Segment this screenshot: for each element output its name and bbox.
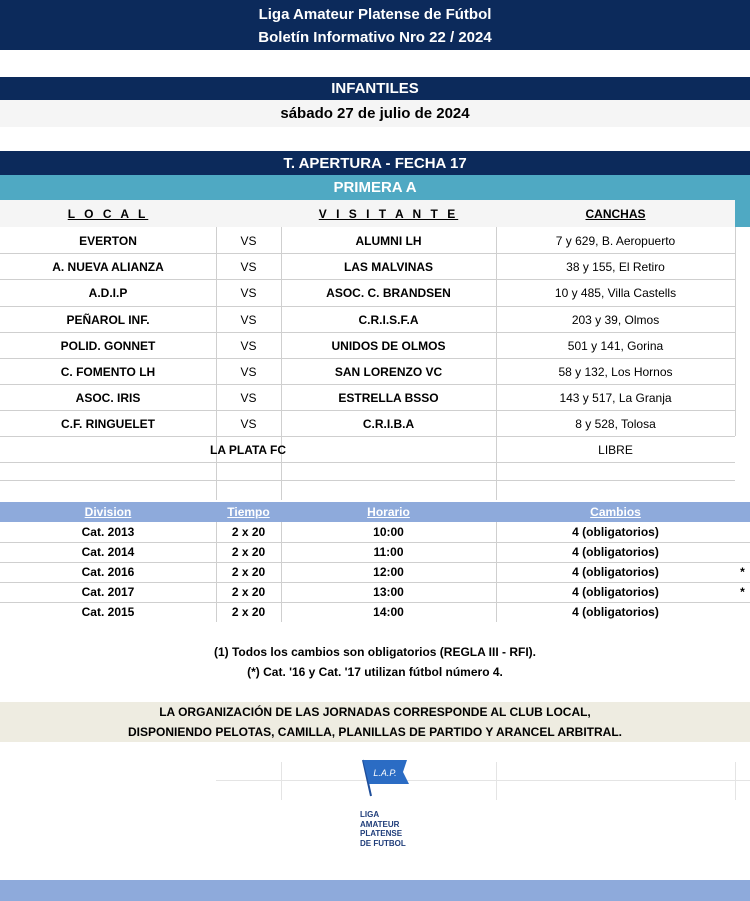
vs-label: VS <box>240 313 257 327</box>
field-location: 38 y 155, El Retiro <box>566 260 665 274</box>
asterisk-mark <box>735 522 750 542</box>
bye-label: LIBRE <box>598 443 633 457</box>
logo-line: LIGA <box>360 810 380 819</box>
schedule-row <box>0 542 750 562</box>
local-team: C. FOMENTO LH <box>60 365 156 379</box>
horario-cell: 10:00 <box>373 525 404 539</box>
division-column-header: Division <box>84 505 132 519</box>
cambios-cell: 4 (obligatorios) <box>572 605 659 619</box>
visitor-team: C.R.I.B.A <box>362 417 415 431</box>
horario-cell: 11:00 <box>373 545 404 559</box>
row-divider <box>216 780 750 781</box>
schedule-row <box>0 562 750 582</box>
field-location: 143 y 517, La Granja <box>559 391 672 405</box>
organization-line-2: DISPONIENDO PELOTAS, CAMILLA, PLANILLAS DE PARTIDO Y ARANCEL ARBITRAL. <box>127 725 622 739</box>
local-team: PEÑAROL INF. <box>66 313 150 327</box>
schedule-row <box>0 522 750 542</box>
league-title: Liga Amateur Platense de Fútbol <box>258 6 492 23</box>
tiempo-column-header: Tiempo <box>227 505 270 519</box>
logo-line: PLATENSE <box>360 829 403 838</box>
division-title: PRIMERA A <box>0 175 750 200</box>
local-team: A. NUEVA ALIANZA <box>52 260 164 274</box>
match-row <box>0 280 750 306</box>
note-ball-size: (*) Cat. '16 y Cat. '17 utilizan fútbol número 4. <box>247 665 503 679</box>
flag-icon <box>355 758 425 798</box>
footer-bar <box>0 880 750 901</box>
match-row <box>0 385 750 411</box>
cambios-column-header: Cambios <box>590 505 641 519</box>
horario-column-header: Horario <box>367 505 410 519</box>
fixture-header-accent <box>735 200 750 227</box>
bulletin-number: Boletín Informativo Nro 22 / 2024 <box>258 29 492 46</box>
division-cell: Cat. 2013 <box>81 525 135 539</box>
field-location: 501 y 141, Gorina <box>567 339 664 353</box>
organization-band <box>0 702 750 742</box>
tournament-title: T. APERTURA - FECHA 17 <box>0 151 750 175</box>
vs-label: VS <box>240 234 257 248</box>
match-row <box>0 411 750 437</box>
schedule-row <box>0 582 750 602</box>
visitor-team: SAN LORENZO VC <box>334 365 443 379</box>
match-row <box>0 254 750 280</box>
logo-line: DE FUTBOL <box>360 838 406 848</box>
local-column-header: L O C A L <box>67 206 149 221</box>
note-cambios: (1) Todos los cambios son obligatorios (REGLA III - RFI). <box>213 645 536 659</box>
cambios-cell: 4 (obligatorios) <box>572 525 659 539</box>
horario-cell: 13:00 <box>373 585 404 599</box>
local-team: EVERTON <box>79 234 137 248</box>
division-cell: Cat. 2015 <box>81 605 135 619</box>
category-title: INFANTILES <box>0 77 750 100</box>
column-divider <box>281 762 282 800</box>
field-location: 203 y 39, Olmos <box>571 313 660 327</box>
match-row <box>0 333 750 359</box>
canchas-column-header: CANCHAS <box>585 206 646 221</box>
vs-label: VS <box>240 365 257 379</box>
tiempo-cell: 2 x 20 <box>231 605 266 619</box>
cambios-cell: 4 (obligatorios) <box>572 545 659 559</box>
bulletin-header <box>0 0 750 50</box>
logo-text <box>360 810 406 848</box>
match-row <box>0 228 750 254</box>
field-location: 10 y 485, Villa Castells <box>554 286 677 300</box>
division-cell: Cat. 2017 <box>81 585 135 599</box>
match-row <box>0 359 750 385</box>
cambios-cell: 4 (obligatorios) <box>572 585 659 599</box>
vs-label: VS <box>240 286 257 300</box>
visitor-team: ASOC. C. BRANDSEN <box>326 286 451 300</box>
tiempo-cell: 2 x 20 <box>231 545 266 559</box>
bye-row <box>0 437 750 463</box>
bye-team: LA PLATA FC <box>210 443 286 457</box>
column-divider <box>496 762 497 800</box>
date-title: sábado 27 de julio de 2024 <box>0 100 750 127</box>
vs-label: VS <box>240 339 257 353</box>
horario-cell: 12:00 <box>373 565 404 579</box>
vs-label: VS <box>240 391 257 405</box>
league-logo <box>355 758 425 858</box>
visitor-team: LAS MALVINAS <box>343 260 434 274</box>
local-team: POLID. GONNET <box>60 339 156 353</box>
field-location: 7 y 629, B. Aeropuerto <box>555 234 676 248</box>
field-location: 8 y 528, Tolosa <box>575 417 656 431</box>
local-team: A.D.I.P <box>88 286 128 300</box>
local-team: ASOC. IRIS <box>75 391 141 405</box>
asterisk-mark: * <box>740 585 745 599</box>
match-row <box>0 307 750 333</box>
visitante-column-header: V I S I T A N T E <box>318 206 459 221</box>
row-divider <box>0 480 735 481</box>
division-cell: Cat. 2014 <box>81 545 135 559</box>
visitor-team: ESTRELLA BSSO <box>338 391 439 405</box>
asterisk-mark: * <box>740 565 745 579</box>
flag-text: L.A.P. <box>373 768 397 778</box>
asterisk-mark <box>735 602 750 622</box>
schedule-row <box>0 602 750 622</box>
horario-cell: 14:00 <box>373 605 404 619</box>
asterisk-mark <box>735 542 750 562</box>
visitor-team: ALUMNI LH <box>355 234 422 248</box>
visitor-team: UNIDOS DE OLMOS <box>331 339 446 353</box>
column-divider <box>735 762 736 800</box>
local-team: C.F. RINGUELET <box>60 417 155 431</box>
visitor-team: C.R.I.S.F.A <box>358 313 419 327</box>
logo-line: AMATEUR <box>360 819 400 829</box>
organization-line-1: LA ORGANIZACIÓN DE LAS JORNADAS CORRESPONDE AL CLUB LOCAL, <box>159 705 591 719</box>
tiempo-cell: 2 x 20 <box>231 525 266 539</box>
field-location: 58 y 132, Los Hornos <box>558 365 673 379</box>
division-cell: Cat. 2016 <box>81 565 135 579</box>
cambios-cell: 4 (obligatorios) <box>572 565 659 579</box>
tiempo-cell: 2 x 20 <box>231 585 266 599</box>
vs-label: VS <box>240 260 257 274</box>
tiempo-cell: 2 x 20 <box>231 565 266 579</box>
vs-label: VS <box>240 417 257 431</box>
